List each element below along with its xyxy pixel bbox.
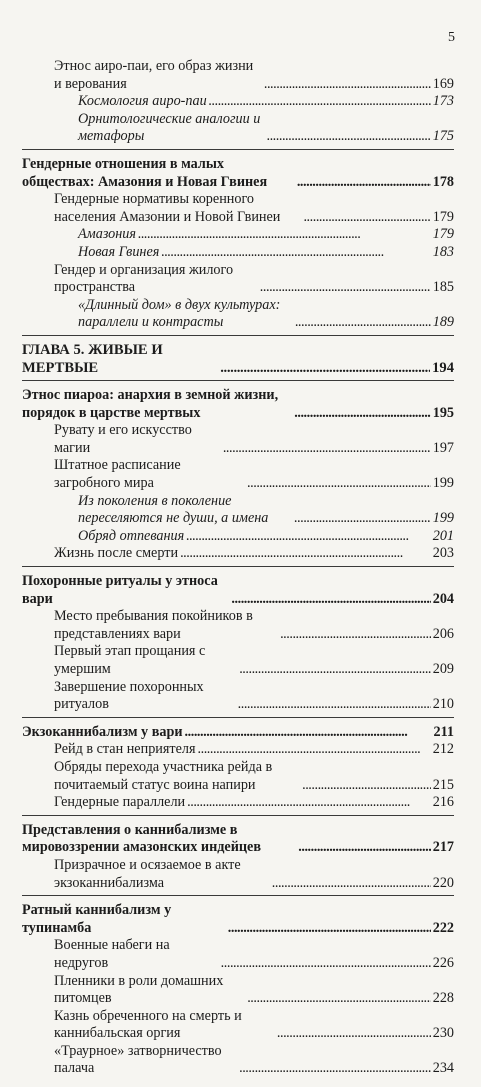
toc-entry-page: 216 — [432, 794, 454, 811]
page-number: 5 — [448, 30, 455, 45]
toc-entry-title: Орнитологические аналогии и метафоры — [78, 110, 261, 145]
toc-entry-page: 228 — [432, 990, 454, 1007]
toc-entry-page: 217 — [432, 839, 454, 856]
toc-entry[interactable] — [22, 794, 454, 812]
toc-entry[interactable] — [22, 528, 454, 546]
toc-entry-page: 169 — [432, 75, 454, 92]
toc-entry-page: 211 — [433, 723, 454, 740]
leader-dots — [231, 591, 430, 609]
toc-entry-page: 212 — [432, 741, 454, 758]
toc-entry[interactable] — [22, 226, 454, 244]
leader-dots — [302, 777, 431, 795]
toc-section-entry[interactable] — [22, 573, 454, 608]
leader-dots — [272, 875, 431, 893]
toc-entry-title: Ратный каннибализм у тупинамба — [22, 902, 172, 936]
toc-entry-page: 220 — [432, 874, 454, 891]
toc-entry-title: Новая Гвинея — [78, 243, 160, 260]
toc-entry-title: Этнос пиароа: анархия в земной жизни, порядок в царстве мертвых — [22, 387, 279, 421]
toc-entry[interactable] — [22, 493, 454, 528]
toc-entry-title: Этнос аиро-паи, его образ жизни и верования — [54, 58, 254, 92]
toc-entry-page: 203 — [432, 545, 454, 562]
toc-entry[interactable] — [22, 857, 454, 892]
toc-entry[interactable] — [22, 545, 454, 563]
toc-entry-title: Гендерные нормативы коренного населения Амазонии и Новой Гвинеи — [54, 191, 281, 225]
toc-entry-title: «Длинный дом» в двух культурах: параллели и контрасты — [78, 296, 281, 331]
toc-section-entry[interactable] — [22, 822, 454, 857]
table-of-contents — [22, 58, 454, 1087]
toc-entry-title: Первый этап прощания с умершим — [54, 643, 206, 677]
toc-entry[interactable] — [22, 741, 454, 759]
leader-dots — [220, 360, 430, 378]
toc-entry[interactable] — [22, 937, 454, 972]
toc-entry-title: Гендерные отношения в малых обществах: Амазония и Новая Гвинея — [22, 155, 268, 190]
toc-entry[interactable] — [22, 191, 454, 226]
toc-entry[interactable] — [22, 973, 454, 1008]
leader-dots — [267, 128, 431, 146]
toc-entry-page: 189 — [432, 314, 454, 331]
leader-dots — [161, 244, 430, 262]
leader-dots — [303, 209, 430, 227]
toc-section-entry[interactable] — [22, 387, 454, 422]
toc-entry-title: Экзоканнибализм у вари — [22, 723, 183, 740]
toc-entry[interactable] — [22, 643, 454, 678]
toc-group — [22, 724, 454, 816]
toc-entry-title: Пленники в роли домашних питомцев — [54, 972, 224, 1007]
toc-entry-page: 197 — [432, 439, 454, 456]
toc-entry-page: 179 — [432, 208, 454, 225]
toc-entry-page: 199 — [432, 510, 454, 527]
toc-entry[interactable] — [22, 422, 454, 457]
leader-dots — [264, 76, 431, 94]
toc-entry-page: 179 — [432, 226, 454, 243]
toc-entry-title: Из поколения в поколение переселяются не души, а имена — [78, 492, 269, 527]
toc-entry[interactable] — [22, 679, 454, 714]
toc-group — [22, 342, 454, 381]
toc-section-entry[interactable] — [22, 724, 454, 742]
toc-entry-page: 204 — [432, 590, 454, 607]
toc-entry-title: Гендер и организация жилого пространства — [54, 261, 234, 296]
toc-entry-page: 222 — [432, 919, 454, 936]
leader-dots — [297, 174, 431, 192]
toc-entry-title: Амазония — [78, 226, 136, 243]
leader-dots — [295, 314, 431, 332]
leader-dots — [209, 93, 431, 111]
toc-chapter-entry[interactable] — [22, 342, 454, 377]
toc-entry-title: Место пребывания покойников в представлениях вари — [54, 608, 253, 642]
toc-entry-title: Похоронные ритуалы у этноса вари — [22, 573, 218, 607]
toc-entry-page: 210 — [432, 696, 454, 713]
toc-group — [22, 387, 454, 567]
toc-entry[interactable] — [22, 1043, 454, 1078]
toc-entry[interactable] — [22, 759, 454, 794]
toc-entry-title: Представления о каннибализме в мировоззрении амазонских индейцев — [22, 821, 262, 856]
toc-entry-page: 194 — [432, 359, 454, 376]
toc-entry[interactable] — [22, 58, 454, 93]
toc-entry-page: 230 — [432, 1025, 454, 1042]
leader-dots — [185, 724, 432, 742]
toc-entry-title: Гендерные параллели — [54, 794, 186, 811]
toc-entry-title: Казнь обреченного на смерть и каннибальская оргия — [54, 1007, 242, 1042]
toc-entry-title: «Траурное» затворничество палача — [54, 1042, 222, 1077]
leader-dots — [239, 1060, 431, 1078]
leader-dots — [298, 839, 430, 857]
toc-entry[interactable] — [22, 457, 454, 492]
toc-group — [22, 902, 454, 1081]
toc-entry[interactable] — [22, 1008, 454, 1043]
leader-dots — [294, 405, 430, 423]
leader-dots — [238, 696, 431, 714]
toc-entry-page: 226 — [432, 954, 454, 971]
toc-entry-title: Рейд в стан неприятеля — [54, 741, 196, 758]
toc-entry-title: Обряд отпевания — [78, 527, 185, 544]
toc-entry-page: 178 — [432, 173, 454, 190]
toc-group — [22, 58, 454, 150]
toc-entry-title: Обряды перехода участника рейда в почитаемый статус воина напири — [54, 758, 273, 793]
toc-entry-page: 209 — [432, 661, 454, 677]
toc-entry-page: 175 — [432, 128, 454, 145]
toc-entry-title: Жизнь после смерти — [54, 545, 179, 562]
toc-entry-page: 201 — [432, 527, 454, 544]
toc-entry[interactable] — [22, 608, 454, 643]
toc-entry-page: 234 — [432, 1060, 454, 1077]
toc-entry-title: Штатное расписание загробного мира — [54, 457, 181, 492]
toc-entry[interactable] — [22, 244, 454, 262]
leader-dots — [247, 990, 431, 1008]
leader-dots — [187, 794, 431, 812]
leader-dots — [180, 545, 431, 563]
leader-dots — [239, 661, 431, 679]
toc-entry-page: 195 — [432, 404, 454, 421]
toc-section-entry[interactable] — [22, 156, 454, 191]
toc-entry-page: 215 — [432, 776, 454, 793]
toc-entry-page: 185 — [432, 279, 454, 296]
leader-dots — [221, 955, 431, 973]
leader-dots — [294, 510, 430, 528]
toc-group — [22, 573, 454, 718]
leader-dots — [223, 440, 431, 458]
toc-entry[interactable] — [22, 297, 454, 332]
toc-entry[interactable] — [22, 262, 454, 297]
leader-dots — [247, 475, 431, 493]
toc-entry-page: 173 — [432, 93, 454, 110]
toc-group — [22, 822, 454, 896]
toc-entry-page: 206 — [432, 625, 454, 642]
leader-dots — [277, 1025, 431, 1043]
toc-group — [22, 156, 454, 336]
toc-entry[interactable] — [22, 111, 454, 146]
leader-dots — [138, 226, 431, 244]
toc-entry-title: Космология аиро-паи — [78, 93, 207, 110]
toc-entry-title: Призрачное и осязаемое в акте экзоканнибализма — [54, 856, 241, 891]
toc-entry[interactable] — [22, 93, 454, 111]
toc-entry-title: Военные набеги на недругов — [54, 937, 170, 971]
leader-dots — [186, 528, 430, 546]
leader-dots — [228, 920, 431, 938]
leader-dots — [198, 741, 431, 759]
toc-section-entry[interactable] — [22, 902, 454, 937]
leader-dots — [280, 626, 431, 644]
toc-entry-page: 199 — [432, 475, 454, 492]
toc-entry-title: ГЛАВА 5. ЖИВЫЕ И МЕРТВЫЕ — [22, 341, 163, 376]
toc-entry-title: Завершение похоронных ритуалов — [54, 678, 204, 713]
toc-entry-title: Рувату и его искусство магии — [54, 422, 192, 456]
toc-entry-page: 183 — [432, 243, 454, 260]
leader-dots — [260, 279, 431, 297]
